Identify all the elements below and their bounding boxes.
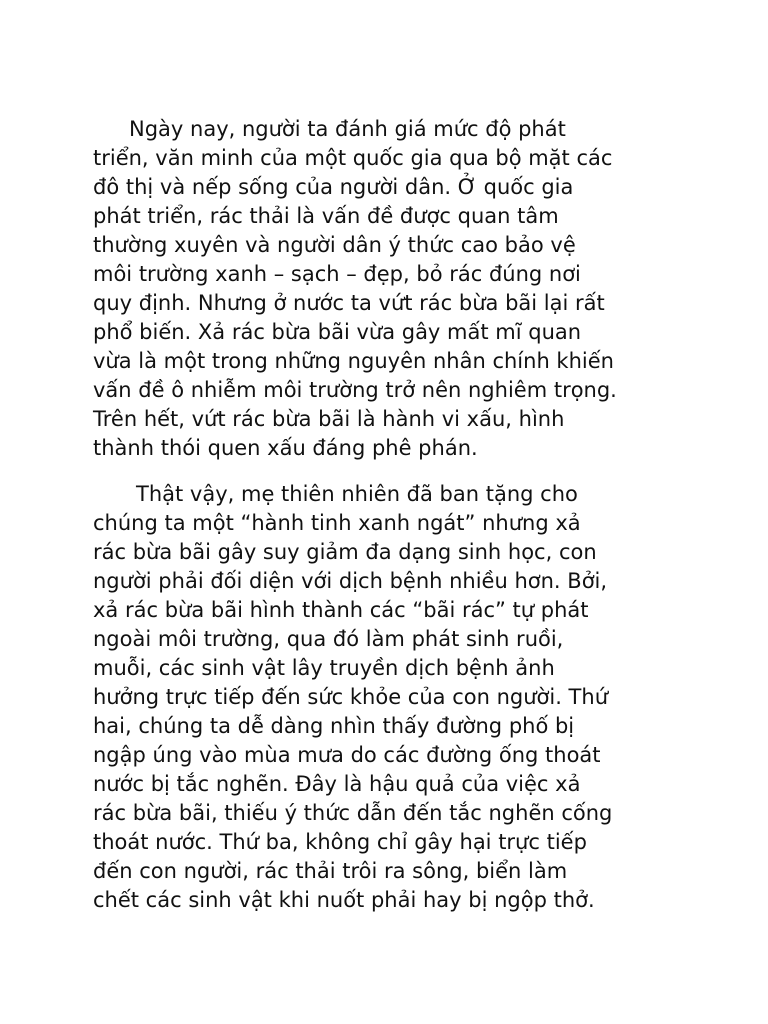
paragraph-line: hai, chúng ta dễ dàng nhìn thấy đường phố bị: [93, 714, 575, 738]
paragraph-line: triển, văn minh của một quốc gia qua bộ mặt các: [93, 146, 613, 170]
paragraph-2: [93, 480, 683, 915]
paragraph-line: đô thị và nếp sống của người dân. Ở quốc gia: [93, 175, 574, 199]
paragraph-line: ngoài môi trường, qua đó làm phát sinh ruồi,: [93, 627, 564, 651]
paragraph-line: xả rác bừa bãi hình thành các “bãi rác” tự phát: [93, 598, 589, 622]
paragraph-line: rác bừa bãi gây suy giảm đa dạng sinh học, con: [93, 540, 597, 564]
paragraph-line: thường xuyên và người dân ý thức cao bảo vệ: [93, 233, 576, 257]
paragraph-line: chúng ta một “hành tinh xanh ngát” nhưng xả: [93, 511, 581, 535]
paragraph-line: ngập úng vào mùa mưa do các đường ống thoát: [93, 743, 601, 767]
paragraph-line: thoát nước. Thứ ba, không chỉ gây hại trực tiếp: [93, 830, 587, 854]
paragraph-line: Ngày nay, người ta đánh giá mức độ phát: [129, 117, 566, 141]
paragraph-line: Trên hết, vứt rác bừa bãi là hành vi xấu, hình: [93, 407, 565, 431]
paragraph-line: vừa là một trong những nguyên nhân chính khiến: [93, 349, 614, 373]
document-body: [93, 115, 683, 915]
paragraph-line: môi trường xanh – sạch – đẹp, bỏ rác đúng nơi: [93, 262, 581, 286]
paragraph-line: nước bị tắc nghẽn. Đây là hậu quả của việc xả: [93, 772, 581, 796]
paragraph-line: người phải đối diện với dịch bệnh nhiều hơn. Bởi,: [93, 569, 608, 593]
paragraph-line: phát triển, rác thải là vấn đề được quan tâm: [93, 204, 559, 228]
paragraph-line: đến con người, rác thải trôi ra sông, biển làm: [93, 859, 568, 883]
paragraph-line: vấn đề ô nhiễm môi trường trở nên nghiêm trọng.: [93, 378, 617, 402]
paragraph-1: [93, 115, 683, 463]
paragraph-line: Thật vậy, mẹ thiên nhiên đã ban tặng cho: [136, 482, 578, 506]
paragraph-line: muỗi, các sinh vật lây truyền dịch bệnh ảnh: [93, 656, 555, 680]
paragraph-line: thành thói quen xấu đáng phê phán.: [93, 436, 478, 460]
paragraph-line: quy định. Nhưng ở nước ta vứt rác bừa bãi lại rất: [93, 291, 605, 315]
paragraph-line: phổ biến. Xả rác bừa bãi vừa gây mất mĩ quan: [93, 320, 582, 344]
paragraph-line: chết các sinh vật khi nuốt phải hay bị ngộp thở.: [93, 888, 595, 912]
paragraph-line: rác bừa bãi, thiếu ý thức dẫn đến tắc nghẽn cống: [93, 801, 613, 825]
paragraph-line: hưởng trực tiếp đến sức khỏe của con người. Thứ: [93, 685, 609, 709]
